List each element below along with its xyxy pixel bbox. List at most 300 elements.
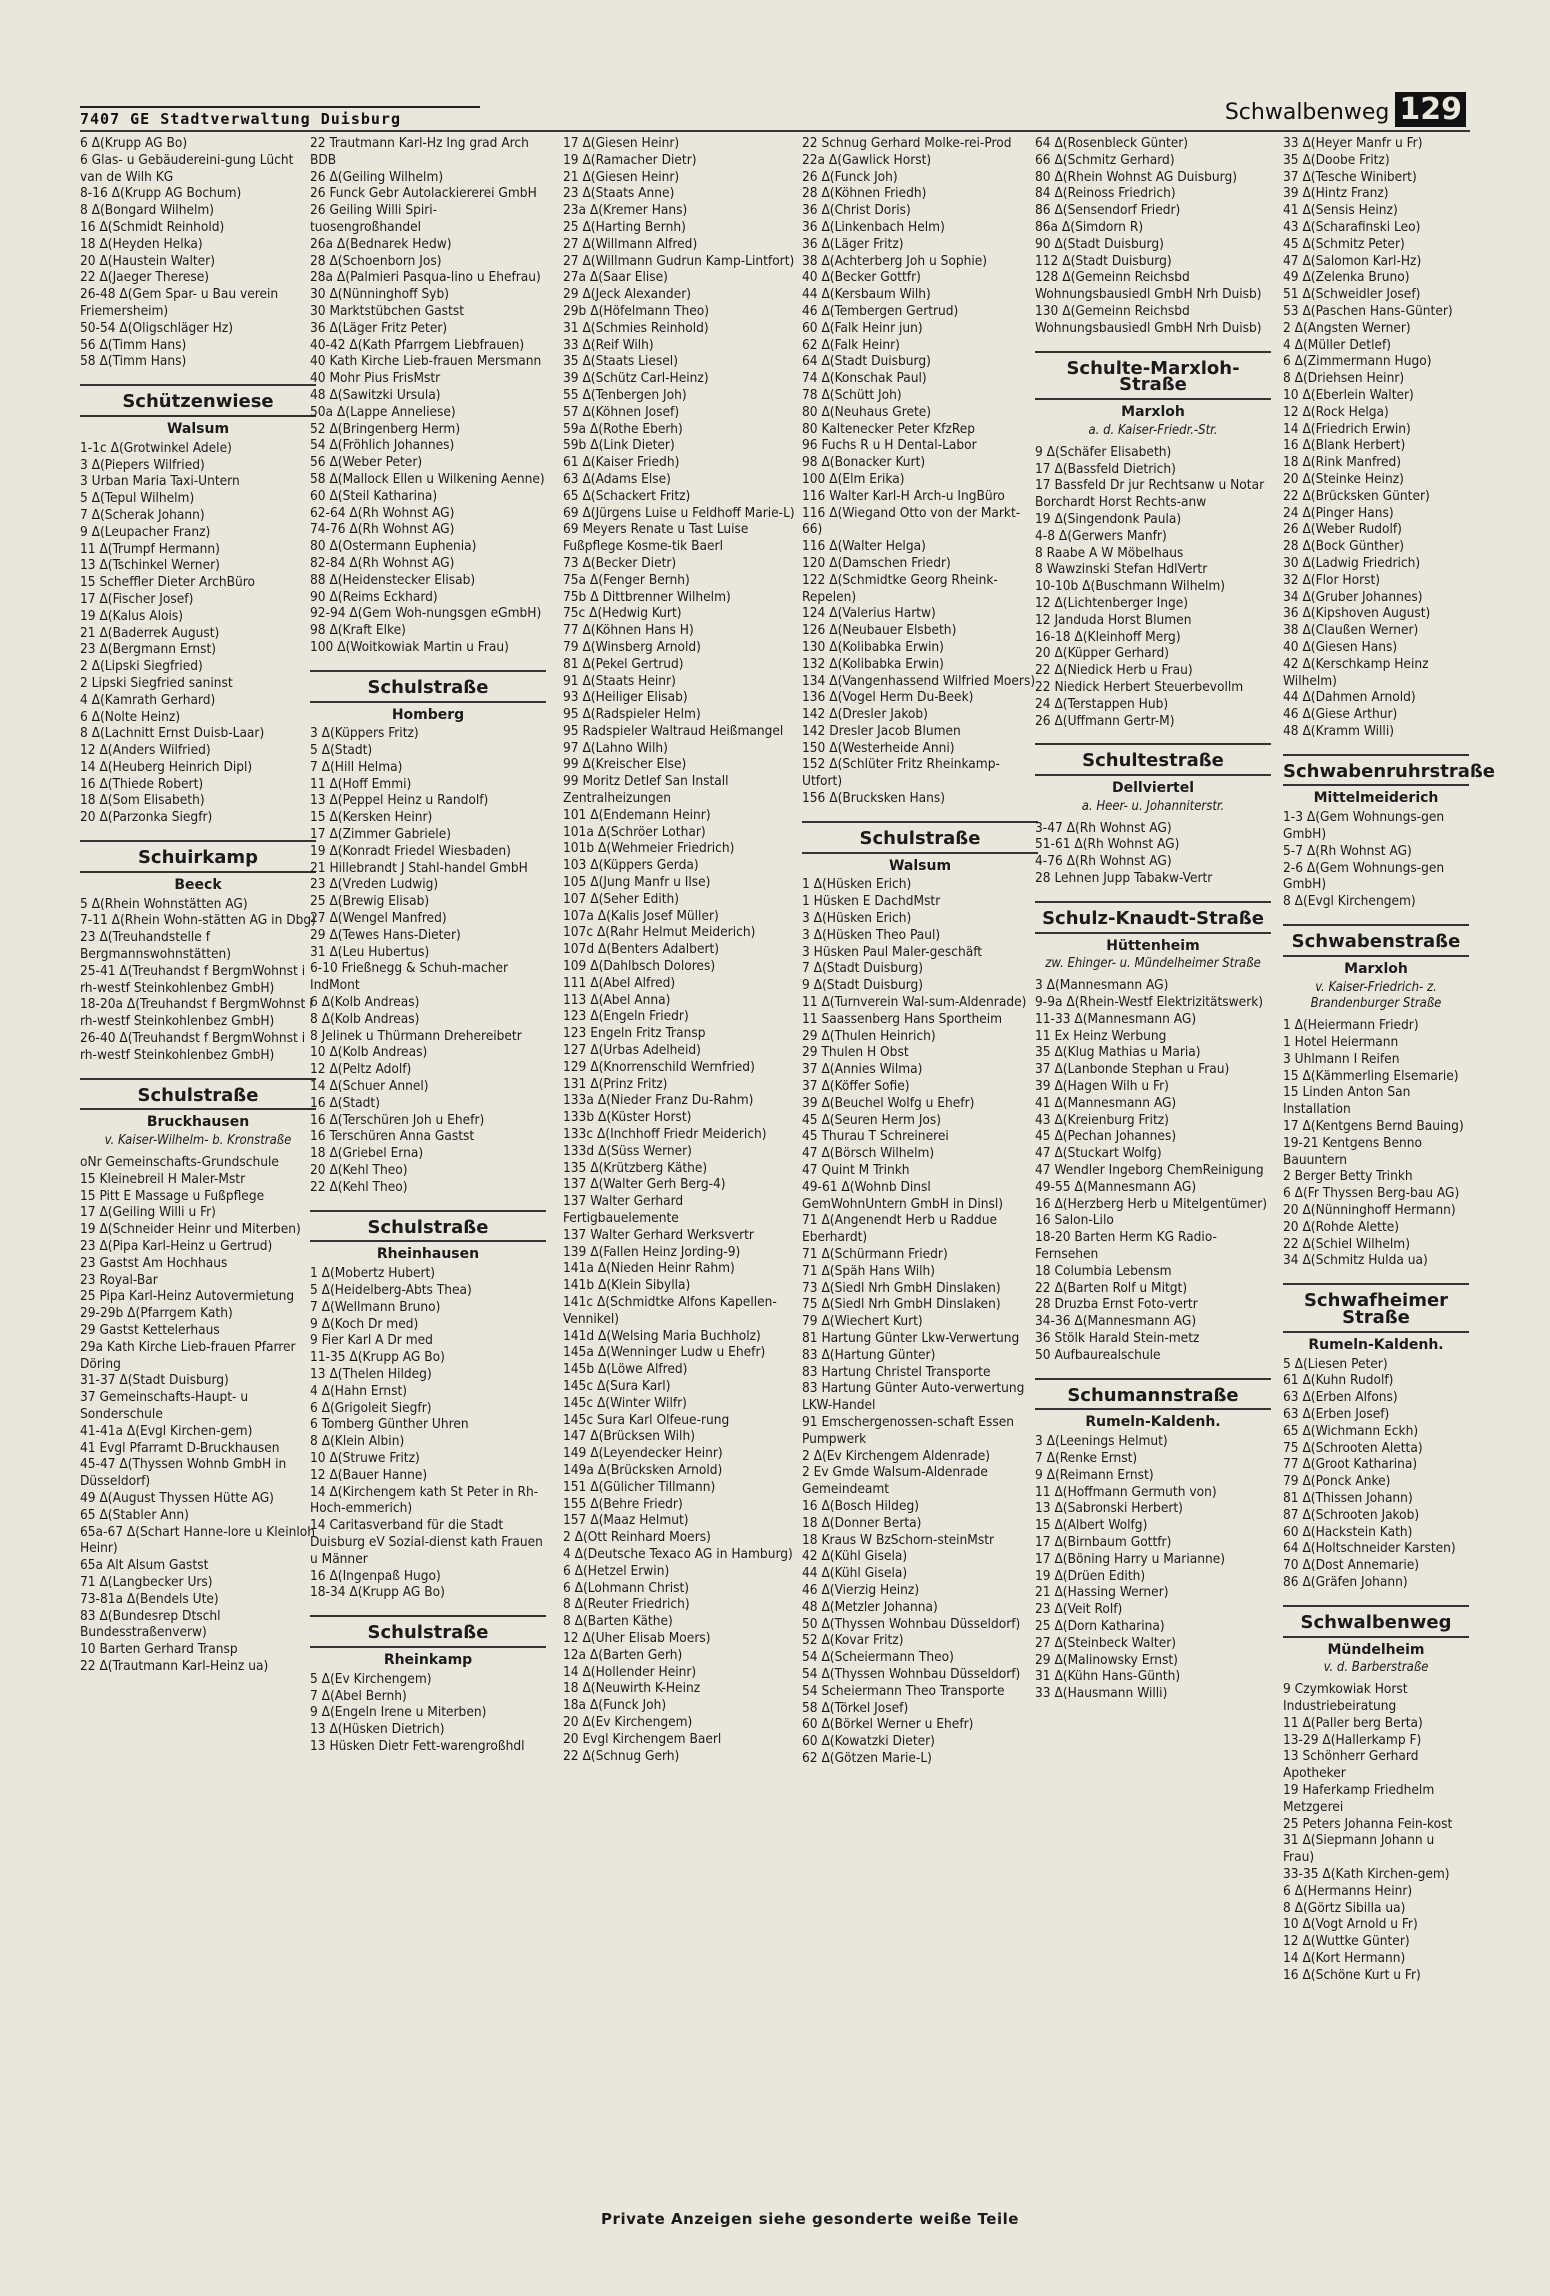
street-heading: Schulstraße xyxy=(802,821,1038,854)
directory-entry: 3-47 Δ(Rh Wohnst AG) xyxy=(1035,819,1172,836)
directory-entry: 120 Δ(Damschen Friedr) xyxy=(802,554,951,571)
directory-entry: 8 Raabe A W Möbelhaus xyxy=(1035,544,1184,561)
directory-entry: 36 Δ(Kipshoven August) xyxy=(1283,605,1431,622)
directory-entry: 16 Δ(Herzberg Herb u Mitelgentümer) xyxy=(1035,1195,1268,1212)
directory-entry: 44 Δ(Kühl Gisela) xyxy=(802,1565,908,1582)
directory-entry: 6 Δ(Zimmermann Hugo) xyxy=(1283,353,1432,370)
directory-entry: 107c Δ(Rahr Helmut Meiderich) xyxy=(563,924,756,941)
street-heading: Schulstraße xyxy=(80,1078,316,1111)
directory-entry: 96 Fuchs R u H Dental-Labor xyxy=(802,437,977,454)
directory-entry: 21 Δ(Baderrek August) xyxy=(80,624,220,641)
directory-entry: 44 Δ(Kersbaum Wilh) xyxy=(802,286,931,303)
directory-entry: 132 Δ(Kolibabka Erwin) xyxy=(802,655,944,672)
district-label: Rheinkamp xyxy=(383,1651,473,1668)
street-extent-note: a. d. Kaiser-Friedr.-Str. xyxy=(1088,422,1218,438)
directory-entry: 98 Δ(Kraft Elke) xyxy=(310,622,406,639)
directory-entry: 7 Δ(Stadt Duisburg) xyxy=(802,960,924,977)
directory-entry: 56 Δ(Weber Peter) xyxy=(310,454,423,471)
directory-entry: 19 Δ(Schneider Heinr und Miterben) xyxy=(80,1221,301,1238)
directory-entry: 19-21 Kentgens Benno Bauuntern xyxy=(1283,1134,1423,1168)
directory-entry: 20 Δ(Steinke Heinz) xyxy=(1283,470,1404,487)
directory-entry: 42 Δ(Kühl Gisela) xyxy=(802,1548,908,1565)
directory-entry: 25 Pipa Karl-Heinz Autovermietung xyxy=(80,1288,295,1305)
directory-entry: 18 Δ(Heyden Helka) xyxy=(80,235,203,252)
directory-entry: 17 Δ(Birnbaum Gottfr) xyxy=(1035,1533,1172,1550)
directory-entry: 27 Δ(Wengel Manfred) xyxy=(310,910,447,927)
directory-entry: 5 Δ(Tepul Wilhelm) xyxy=(80,490,195,507)
directory-entry: 60 Δ(Börkel Werner u Ehefr) xyxy=(802,1716,974,1733)
directory-entry: 15 Δ(Kämmerling Elsemarie) xyxy=(1283,1067,1459,1084)
directory-entry: 149a Δ(Brücksken Arnold) xyxy=(563,1461,723,1478)
directory-entry: 58 Δ(Törkel Josef) xyxy=(802,1699,909,1716)
directory-entry: 26 Geiling Willi Spiri-tuosengroßhandel xyxy=(310,202,438,235)
directory-entry: 6 Δ(Nolte Heinz) xyxy=(80,708,181,725)
directory-entry: 20 Δ(Haustein Walter) xyxy=(80,252,215,269)
directory-entry: 74-76 Δ(Rh Wohnst AG) xyxy=(310,521,455,538)
district-label: Hüttenheim xyxy=(1106,937,1200,954)
directory-entry: 25 Δ(Harting Bernh) xyxy=(563,218,686,235)
directory-entry: 22 Δ(Jaeger Therese) xyxy=(80,269,210,286)
district-label: Rumeln-Kaldenh. xyxy=(1308,1336,1444,1353)
directory-entry: 4 Δ(Deutsche Texaco AG in Hamburg) xyxy=(563,1545,793,1562)
directory-entry: 137 Walter Gerhard Werksvertr xyxy=(563,1226,754,1243)
directory-entry: 13 Schönherr Gerhard Apotheker xyxy=(1283,1748,1419,1782)
directory-entry: 33 Δ(Heyer Manfr u Fr) xyxy=(1283,135,1423,151)
directory-entry: 21 Hillebrandt J Stahl-handel GmbH xyxy=(310,859,528,876)
directory-entry: 4-8 Δ(Gerwers Manfr) xyxy=(1035,527,1167,544)
directory-entry: 2 Δ(Ott Reinhard Moers) xyxy=(563,1529,711,1546)
directory-entry: 49 Δ(August Thyssen Hütte AG) xyxy=(80,1489,274,1506)
directory-entry: 2 Ev Gmde Walsum-Aldenrade Gemeindeamt xyxy=(802,1464,988,1498)
directory-entry: 21 Δ(Giesen Heinr) xyxy=(563,168,680,185)
directory-entry: 16 Δ(Bosch Hildeg) xyxy=(802,1497,920,1514)
directory-entry: 95 Δ(Radspieler Helm) xyxy=(563,706,701,723)
directory-entry: 83 Hartung Christel Transporte xyxy=(802,1363,991,1380)
directory-entry: 37 Δ(Annies Wilma) xyxy=(802,1061,923,1078)
directory-entry: 7 Δ(Scherak Johann) xyxy=(80,506,205,523)
directory-entry: 3 Urban Maria Taxi-Untern xyxy=(80,473,240,490)
street-heading: Schuirkamp xyxy=(80,840,316,873)
directory-entry: 39 Δ(Hintz Franz) xyxy=(1283,185,1389,202)
directory-entry: 28 Δ(Schoenborn Jos) xyxy=(310,252,442,269)
directory-entry: 29 Δ(Thulen Heinrich) xyxy=(802,1027,936,1044)
directory-entry: 77 Δ(Groot Katharina) xyxy=(1283,1456,1418,1473)
directory-entry: 9 Δ(Koch Dr med) xyxy=(310,1315,419,1332)
directory-entry: 31 Δ(Siepmann Johann u Frau) xyxy=(1283,1832,1435,1866)
directory-entry: 83 Δ(Hartung Günter) xyxy=(802,1346,936,1363)
directory-entry: 19 Haferkamp Friedhelm Metzgerei xyxy=(1283,1781,1435,1815)
directory-entry: 6 Glas- u Gebäudereini-gung Lücht van de Wilh KG xyxy=(80,151,294,185)
directory-entry: 2 Lipski Siegfried saninst xyxy=(80,674,233,691)
directory-entry: 37 Δ(Lanbonde Stephan u Frau) xyxy=(1035,1061,1230,1078)
street-heading: Schulz-Knaudt-Straße xyxy=(1035,901,1271,934)
district-label: Homberg xyxy=(391,706,465,723)
directory-entry: 48 Δ(Sawitzki Ursula) xyxy=(310,386,441,403)
directory-entry: 91 Emschergenossen-schaft Essen Pumpwerk xyxy=(802,1413,1015,1447)
directory-entry: 65 Δ(Schackert Fritz) xyxy=(563,487,691,504)
directory-entry: 8 Δ(Lachnitt Ernst Duisb-Laar) xyxy=(80,725,265,742)
directory-entry: 124 Δ(Valerius Hartw) xyxy=(802,605,936,622)
directory-entry: 88 Δ(Heidenstecker Elisab) xyxy=(310,571,476,588)
directory-entry: 7 Δ(Abel Bernh) xyxy=(310,1687,407,1704)
district-label: Mittelmeiderich xyxy=(1313,790,1439,807)
directory-entry: 79 Δ(Ponck Anke) xyxy=(1283,1473,1391,1490)
directory-entry: 5 Δ(Liesen Peter) xyxy=(1283,1355,1388,1372)
directory-entry: 11 Ex Heinz Werbung xyxy=(1035,1027,1167,1044)
directory-entry: 141b Δ(Klein Sibylla) xyxy=(563,1277,691,1294)
directory-entry: 32 Δ(Flor Horst) xyxy=(1283,571,1381,588)
directory-entry: 129 Δ(Knorrenschild Wernfried) xyxy=(563,1058,755,1075)
directory-entry: 73 Δ(Siedl Nrh GmbH Dinslaken) xyxy=(802,1279,1001,1296)
directory-entry: 23 Royal-Bar xyxy=(80,1271,158,1288)
directory-entry: 48 Δ(Metzler Johanna) xyxy=(802,1598,938,1615)
directory-entry: 137 Walter Gerhard Fertigbauelemente xyxy=(563,1193,684,1226)
directory-entry: 145c Δ(Sura Karl) xyxy=(563,1377,671,1394)
directory-entry: 3 Δ(Leenings Helmut) xyxy=(1035,1433,1168,1450)
directory-entry: 50a Δ(Lappe Anneliese) xyxy=(310,403,456,420)
directory-entry: 71 Δ(Schürmann Friedr) xyxy=(802,1246,948,1262)
directory-entry: 60 Δ(Kowatzki Dieter) xyxy=(802,1733,935,1750)
directory-entry: 59a Δ(Rothe Eberh) xyxy=(563,420,683,437)
directory-entry: 45 Δ(Seuren Herm Jos) xyxy=(802,1111,942,1128)
directory-entry: 36 Δ(Läger Fritz Peter) xyxy=(310,319,448,336)
directory-entry: 20 Δ(Kehl Theo) xyxy=(310,1162,408,1179)
directory-entry: 27 Δ(Steinbeck Walter) xyxy=(1035,1634,1177,1651)
directory-entry: 15 Linden Anton San Installation xyxy=(1283,1084,1411,1118)
directory-entry: 84 Δ(Reinoss Friedrich) xyxy=(1035,185,1176,202)
district-label: Dellviertel xyxy=(1111,780,1195,797)
directory-entry: 18 Δ(Som Elisabeth) xyxy=(80,792,205,809)
directory-entry: 101a Δ(Schröer Lothar) xyxy=(563,823,706,840)
directory-entry: 20 Δ(Rohde Alette) xyxy=(1283,1218,1400,1235)
directory-entry: 147 Δ(Brücksen Wilh) xyxy=(563,1428,695,1445)
directory-entry: 100 Δ(Elm Erika) xyxy=(802,470,905,487)
directory-entry: 22 Δ(Niedick Herb u Frau) xyxy=(1035,662,1193,679)
directory-entry: 83 Δ(Bundesrep Dtschl Bundesstraßenverw) xyxy=(80,1607,221,1641)
directory-entry: 11-35 Δ(Krupp AG Bo) xyxy=(310,1349,445,1366)
directory-entry: 61 Δ(Kaiser Friedh) xyxy=(563,454,680,471)
directory-entry: 4-76 Δ(Rh Wohnst AG) xyxy=(1035,853,1172,870)
directory-entry: 35 Δ(Doobe Fritz) xyxy=(1283,151,1390,168)
directory-entry: 20 Δ(Nünninghoff Hermann) xyxy=(1283,1202,1456,1219)
directory-entry: 8 Δ(Driehsen Heinr) xyxy=(1283,370,1405,387)
directory-entry: 8 Jelinek u Thürmann Drehereibetr xyxy=(310,1027,522,1044)
directory-entry: 3 Δ(Hüsken Theo Paul) xyxy=(802,926,941,943)
directory-entry: 2 Berger Betty Trinkh xyxy=(1283,1168,1413,1185)
directory-entry: 1 Δ(Mobertz Hubert) xyxy=(310,1265,436,1282)
directory-entry: 23a Δ(Kremer Hans) xyxy=(563,202,688,219)
directory-entry: 142 Dresler Jacob Blumen xyxy=(802,722,961,739)
directory-entry: 45-47 Δ(Thyssen Wohnb GmbH in Düsseldorf) xyxy=(80,1456,287,1490)
directory-entry: 11-33 Δ(Mannesmann AG) xyxy=(1035,1010,1197,1027)
directory-entry: 28 Lehnen Jupp Tabakw-Vertr xyxy=(1035,870,1213,887)
directory-entry: 73 Δ(Becker Dietr) xyxy=(563,554,677,571)
directory-entry: 15 Scheffler Dieter ArchBüro xyxy=(80,574,255,591)
street-heading: Schwabenstraße xyxy=(1283,924,1469,957)
directory-entry: 29 Thulen H Obst xyxy=(802,1044,909,1061)
directory-entry: 3 Hüsken Paul Maler-geschäft xyxy=(802,943,983,960)
directory-entry: 87 Δ(Schrooten Jakob) xyxy=(1283,1506,1420,1523)
directory-entry: 8 Δ(Bongard Wilhelm) xyxy=(80,202,215,219)
directory-entry: 64 Δ(Holtschneider Karsten) xyxy=(1283,1540,1456,1557)
directory-entry: 38 Δ(Achterberg Joh u Sophie) xyxy=(802,252,988,269)
directory-entry: 71 Δ(Langbecker Urs) xyxy=(80,1573,213,1590)
directory-entry: 141c Δ(Schmidtke Alfons Kapellen-Vennikel) xyxy=(563,1293,777,1327)
directory-entry: 20 Δ(Küpper Gerhard) xyxy=(1035,645,1169,662)
directory-entry: 66 Δ(Schmitz Gerhard) xyxy=(1035,151,1175,168)
directory-entry: 9 Czymkowiak Horst Industriebeiratung xyxy=(1283,1681,1408,1714)
directory-entry: 41 Evgl Pfarramt D-Bruckhausen xyxy=(80,1439,280,1456)
directory-entry: 15 Pitt E Massage u Fußpflege xyxy=(80,1187,265,1204)
directory-entry: 52 Δ(Kovar Fritz) xyxy=(802,1632,904,1649)
directory-entry: 6 Δ(Krupp AG Bo) xyxy=(80,135,188,151)
directory-entry: 6 Δ(Grigoleit Siegfr) xyxy=(310,1399,432,1416)
directory-entry: 14 Caritasverband für die Stadt Duisburg eV Sozial-dienst kath Frauen u Männer xyxy=(310,1517,543,1567)
directory-entry: 157 Δ(Maaz Helmut) xyxy=(563,1512,689,1529)
directory-entry: 47 Quint M Trinkh xyxy=(802,1162,910,1179)
directory-entry: 107d Δ(Benters Adalbert) xyxy=(563,941,720,958)
column-1 xyxy=(80,135,316,2195)
directory-entry: 10 Barten Gerhard Transp xyxy=(80,1641,238,1658)
directory-entry: 70 Δ(Dost Annemarie) xyxy=(1283,1557,1420,1574)
directory-entry: 133b Δ(Küster Horst) xyxy=(563,1109,692,1126)
directory-entry: 23 Δ(Bergmann Ernst) xyxy=(80,641,217,658)
directory-entry: 91 Δ(Staats Heinr) xyxy=(563,672,676,689)
directory-entry: 29-29b Δ(Pfarrgem Kath) xyxy=(80,1305,233,1322)
directory-entry: 29a Kath Kirche Lieb-frauen Pfarrer Döring xyxy=(80,1338,296,1372)
directory-entry: 17 Δ(Geiling Willi u Fr) xyxy=(80,1204,216,1221)
directory-entry: 69 Δ(Jürgens Luise u Feldhoff Marie-L) xyxy=(563,504,795,521)
directory-entry: 13 Δ(Sabronski Herbert) xyxy=(1035,1500,1183,1517)
directory-entry: 8 Δ(Görtz Sibilla ua) xyxy=(1283,1899,1406,1916)
directory-entry: 46 Δ(Tembergen Gertrud) xyxy=(802,302,959,319)
directory-entry: 3 Δ(Küppers Fritz) xyxy=(310,725,419,742)
directory-entry: 11 Δ(Trumpf Hermann) xyxy=(80,540,220,557)
directory-entry: 123 Δ(Engeln Friedr) xyxy=(563,1008,689,1025)
directory-entry: 53 Δ(Paschen Hans-Günter) xyxy=(1283,302,1453,319)
directory-entry: 46 Δ(Giese Arthur) xyxy=(1283,706,1398,723)
directory-entry: 16 Δ(Blank Herbert) xyxy=(1283,437,1406,454)
directory-entry: 2 Δ(Angsten Werner) xyxy=(1283,319,1411,336)
directory-entry: 116 Δ(Walter Helga) xyxy=(802,538,926,555)
directory-entry: 41-41a Δ(Evgl Kirchen-gem) xyxy=(80,1422,253,1439)
footer-note: Private Anzeigen siehe gesonderte weiße Teile xyxy=(601,2210,1019,2228)
street-extent-note: zw. Ehinger- u. Mündelheimer Straße xyxy=(1045,956,1261,972)
directory-entry: 15 Δ(Kersken Heinr) xyxy=(310,809,433,826)
directory-entry: 45 Thurau T Schreinerei xyxy=(802,1128,949,1145)
directory-entry: 92-94 Δ(Gem Woh-nungsgen eGmbH) xyxy=(310,605,542,622)
directory-entry: 33-35 Δ(Kath Kirchen-gem) xyxy=(1283,1865,1450,1882)
directory-entry: 9 Δ(Engeln Irene u Miterben) xyxy=(310,1704,487,1721)
directory-entry: 37 Δ(Köffer Sofie) xyxy=(802,1078,910,1095)
directory-entry: 9 Δ(Reimann Ernst) xyxy=(1035,1466,1154,1483)
directory-entry: 12 Δ(Wuttke Günter) xyxy=(1283,1933,1410,1950)
directory-entry: 33 Δ(Hausmann Willi) xyxy=(1035,1685,1168,1702)
directory-entry: 8 Wawzinski Stefan HdlVertr xyxy=(1035,561,1208,578)
directory-entry: 7 Δ(Hill Helma) xyxy=(310,758,403,775)
directory-entry: 45 Δ(Schmitz Peter) xyxy=(1283,235,1405,252)
directory-entry: 14 Δ(Friedrich Erwin) xyxy=(1283,420,1411,437)
directory-entry: 23 Δ(Treuhandstelle f Bergmannswohnstätten) xyxy=(80,929,232,963)
directory-entry: 97 Δ(Lahno Wilh) xyxy=(563,739,668,756)
directory-entry: 11 Δ(Turnverein Wal-sum-Aldenrade) xyxy=(802,994,1027,1011)
district-label: Rumeln-Kaldenh. xyxy=(1085,1414,1221,1431)
directory-entry: 9 Δ(Schäfer Elisabeth) xyxy=(1035,443,1172,460)
directory-entry: 135 Δ(Krützberg Käthe) xyxy=(563,1159,708,1176)
directory-entry: 30 Δ(Ladwig Friedrich) xyxy=(1283,554,1421,571)
directory-entry: 28 Δ(Bock Günther) xyxy=(1283,538,1404,555)
directory-entry: 64 Δ(Rosenbleck Günter) xyxy=(1035,135,1189,151)
directory-entry: 81 Hartung Günter Lkw-Verwertung xyxy=(802,1329,1020,1346)
directory-entry: 20 Δ(Parzonka Siegfr) xyxy=(80,809,213,826)
directory-entry: 90 Δ(Stadt Duisburg) xyxy=(1035,235,1164,252)
column-4 xyxy=(802,135,1038,2195)
directory-entry: 127 Δ(Urbas Adelheid) xyxy=(563,1042,701,1059)
directory-entry: 141d Δ(Welsing Maria Buchholz) xyxy=(563,1327,761,1344)
directory-entry: 111 Δ(Abel Alfred) xyxy=(563,974,676,991)
directory-entry: 29 Gastst Kettelerhaus xyxy=(80,1322,220,1338)
directory-entry: 131 Δ(Prinz Fritz) xyxy=(563,1075,668,1092)
directory-entry: 50 Δ(Thyssen Wohnbau Düsseldorf) xyxy=(802,1615,1021,1632)
directory-entry: 16-18 Δ(Kleinhoff Merg) xyxy=(1035,628,1181,645)
directory-entry: 24 Δ(Pinger Hans) xyxy=(1283,504,1394,521)
directory-entry: 58 Δ(Timm Hans) xyxy=(80,353,187,370)
directory-entry: 3 Uhlmann I Reifen xyxy=(1283,1050,1400,1067)
directory-entry: 156 Δ(Brucksken Hans) xyxy=(802,790,946,807)
directory-entry: 71 Δ(Späh Hans Wilh) xyxy=(802,1262,936,1279)
directory-entry: 17 Δ(Bassfeld Dietrich) xyxy=(1035,460,1176,477)
directory-entry: 26a Δ(Bednarek Hedw) xyxy=(310,235,452,252)
directory-entry: 5-7 Δ(Rh Wohnst AG) xyxy=(1283,842,1412,859)
directory-entry: 75 Δ(Siedl Nrh GmbH Dinslaken) xyxy=(802,1296,1001,1313)
directory-entry: 36 Δ(Christ Doris) xyxy=(802,202,911,219)
directory-entry: 23 Gastst Am Hochhaus xyxy=(80,1254,228,1271)
directory-entry: 40 Δ(Giesen Hans) xyxy=(1283,638,1398,655)
directory-entry: 25 Δ(Dorn Katharina) xyxy=(1035,1617,1165,1634)
directory-entry: 9 Fier Karl A Dr med xyxy=(310,1332,433,1349)
directory-entry: 43 Δ(Kreienburg Fritz) xyxy=(1035,1111,1169,1128)
street-extent-note: v. Kaiser-Friedrich- z. Brandenburger Straße xyxy=(1310,979,1442,1012)
directory-entry: 26 Δ(Funck Joh) xyxy=(802,168,898,185)
directory-entry: 11 Δ(Paller berg Berta) xyxy=(1283,1714,1423,1731)
directory-entry: 62 Δ(Falk Heinr) xyxy=(802,336,900,353)
directory-entry: 134 Δ(Vangenhassend Wilfried Moers) xyxy=(802,672,1036,689)
directory-entry: 2-6 Δ(Gem Wohnungs-gen GmbH) xyxy=(1283,859,1445,893)
directory-entry: 65a Alt Alsum Gastst xyxy=(80,1557,209,1574)
directory-entry: 27 Δ(Willmann Alfred) xyxy=(563,235,698,252)
directory-entry: 26 Δ(Geiling Wilhelm) xyxy=(310,168,444,185)
street-heading: Schulstraße xyxy=(310,1210,546,1243)
directory-entry: 29b Δ(Höfelmann Theo) xyxy=(563,302,710,319)
directory-entry: 13-29 Δ(Hallerkamp F) xyxy=(1283,1731,1422,1748)
directory-entry: 128 Δ(Gemeinn Reichsbd Wohnungsbausiedl GmbH Nrh Duisb) xyxy=(1035,269,1262,303)
directory-entry: 3 Δ(Hüsken Erich) xyxy=(802,910,912,927)
directory-entry: 13 Δ(Thelen Hildeg) xyxy=(310,1365,432,1382)
directory-entry: 130 Δ(Kolibabka Erwin) xyxy=(802,638,944,655)
directory-entry: 38 Δ(Claußen Werner) xyxy=(1283,622,1419,639)
directory-entry: 14 Δ(Kirchengem kath St Peter in Rh-Hoch-emmerich) xyxy=(310,1483,539,1517)
directory-entry: 13 Hüsken Dietr Fett-warengroßhdl xyxy=(310,1737,525,1754)
directory-entry: 16 Terschüren Anna Gastst xyxy=(310,1128,475,1145)
directory-entry: 105 Δ(Jung Manfr u Ilse) xyxy=(563,874,711,891)
directory-entry: 22 Δ(Trautmann Karl-Heinz ua) xyxy=(80,1657,269,1674)
directory-entry: 27 Δ(Willmann Gudrun Kamp-Lintfort) xyxy=(563,252,795,269)
directory-entry: 36 Δ(Linkenbach Helm) xyxy=(802,218,945,235)
directory-entry: 18 Δ(Donner Berta) xyxy=(802,1514,922,1531)
directory-entry: 80 Δ(Neuhaus Grete) xyxy=(802,403,932,420)
directory-entry: 1 Δ(Heiermann Friedr) xyxy=(1283,1017,1419,1034)
directory-entry: 10 Δ(Struwe Fritz) xyxy=(310,1449,420,1466)
header-left-label: 7407 GE Stadtverwaltung Duisburg xyxy=(80,106,480,128)
directory-entry: 14 Δ(Hollender Heinr) xyxy=(563,1663,697,1680)
directory-entry: 19 Δ(Konradt Friedel Wiesbaden) xyxy=(310,842,511,859)
directory-entry: 43 Δ(Scharafinski Leo) xyxy=(1283,218,1421,235)
district-label: Walsum xyxy=(166,420,230,437)
directory-entry: 1 Δ(Hüsken Erich) xyxy=(802,876,912,893)
directory-entry: 26 Δ(Weber Rudolf) xyxy=(1283,521,1402,538)
directory-entry: 4 Δ(Kamrath Gerhard) xyxy=(80,691,216,708)
directory-entry: 99 Moritz Detlef San Install Zentralheizungen xyxy=(563,773,729,807)
district-label: Mündelheim xyxy=(1327,1641,1425,1658)
directory-entry: 6 Δ(Lohmann Christ) xyxy=(563,1579,690,1596)
directory-entry: 139 Δ(Fallen Heinz Jording-9) xyxy=(563,1243,741,1260)
directory-entry: 17 Δ(Fischer Josef) xyxy=(80,590,194,607)
directory-entry: 81 Δ(Thissen Johann) xyxy=(1283,1489,1413,1506)
directory-entry: 29 Δ(Jeck Alexander) xyxy=(563,286,692,303)
directory-entry: 12 Δ(Bauer Hanne) xyxy=(310,1466,428,1483)
directory-entry: 41 Δ(Mannesmann AG) xyxy=(1035,1094,1177,1111)
directory-entry: 75c Δ(Hedwig Kurt) xyxy=(563,605,682,622)
directory-entry: 25 Peters Johanna Fein-kost xyxy=(1283,1815,1453,1832)
directory-entry: 136 Δ(Vogel Herm Du-Beek) xyxy=(802,689,974,706)
directory-entry: 49 Δ(Zelenka Bruno) xyxy=(1283,269,1410,286)
directory-entry: 12 Δ(Lichtenberger Inge) xyxy=(1035,594,1189,611)
directory-entry: 19 Δ(Kalus Alois) xyxy=(80,607,184,624)
directory-entry: 65a-67 Δ(Schart Hanne-lore u Kleinloh Heinr) xyxy=(80,1523,315,1557)
directory-entry: 22 Schnug Gerhard Molke-rei-Prod xyxy=(802,135,1012,151)
street-extent-note: v. d. Barberstraße xyxy=(1323,1660,1429,1676)
directory-entry: 46 Δ(Vierzig Heinz) xyxy=(802,1581,920,1598)
directory-entry: 65 Δ(Wichmann Eckh) xyxy=(1283,1422,1419,1439)
directory-entry: 16 Δ(Thiede Robert) xyxy=(80,775,204,792)
directory-entry: 18 Kraus W BzSchorn-steinMstr xyxy=(802,1531,995,1548)
district-label: Marxloh xyxy=(1344,960,1408,977)
directory-entry: 86 Δ(Sensendorf Friedr) xyxy=(1035,202,1181,219)
directory-entry: 26 Funck Gebr Autolackiererei GmbH xyxy=(310,185,537,202)
directory-entry: 116 Walter Karl-H Arch-u IngBüro xyxy=(802,487,1005,504)
directory-entry: 20 Evgl Kirchengem Baerl xyxy=(563,1730,722,1747)
directory-entry: 19 Δ(Drüen Edith) xyxy=(1035,1567,1146,1584)
directory-entry: 18 Δ(Griebel Erna) xyxy=(310,1145,424,1162)
directory-entry: 13 Δ(Peppel Heinz u Randolf) xyxy=(310,792,489,809)
directory-entry: 93 Δ(Heiliger Elisab) xyxy=(563,689,688,706)
directory-entry: 54 Δ(Scheiermann Theo) xyxy=(802,1649,954,1666)
directory-entry: 34 Δ(Schmitz Hulda ua) xyxy=(1283,1252,1428,1269)
directory-entry: 1-1c Δ(Grotwinkel Adele) xyxy=(80,439,232,456)
directory-entry: 80 Kaltenecker Peter KfzRep xyxy=(802,420,976,437)
directory-entry: 19 Δ(Singendonk Paula) xyxy=(1035,510,1182,527)
directory-entry: 17 Δ(Zimmer Gabriele) xyxy=(310,826,452,843)
directory-entry: 6 Δ(Kolb Andreas) xyxy=(310,994,420,1011)
directory-entry: 107 Δ(Seher Edith) xyxy=(563,890,680,907)
directory-entry: 95 Radspieler Waltraud Heißmangel xyxy=(563,722,784,739)
directory-entry: 78 Δ(Schütt Joh) xyxy=(802,386,902,403)
street-heading: Schwafheimer Straße xyxy=(1283,1283,1469,1333)
directory-entry: 151 Δ(Gülicher Tillmann) xyxy=(563,1478,716,1495)
directory-entry: 99 Δ(Kreischer Else) xyxy=(563,756,687,773)
directory-entry: 37 Δ(Tesche Winibert) xyxy=(1283,168,1417,185)
directory-entry: 39 Δ(Schütz Carl-Heinz) xyxy=(563,370,709,387)
